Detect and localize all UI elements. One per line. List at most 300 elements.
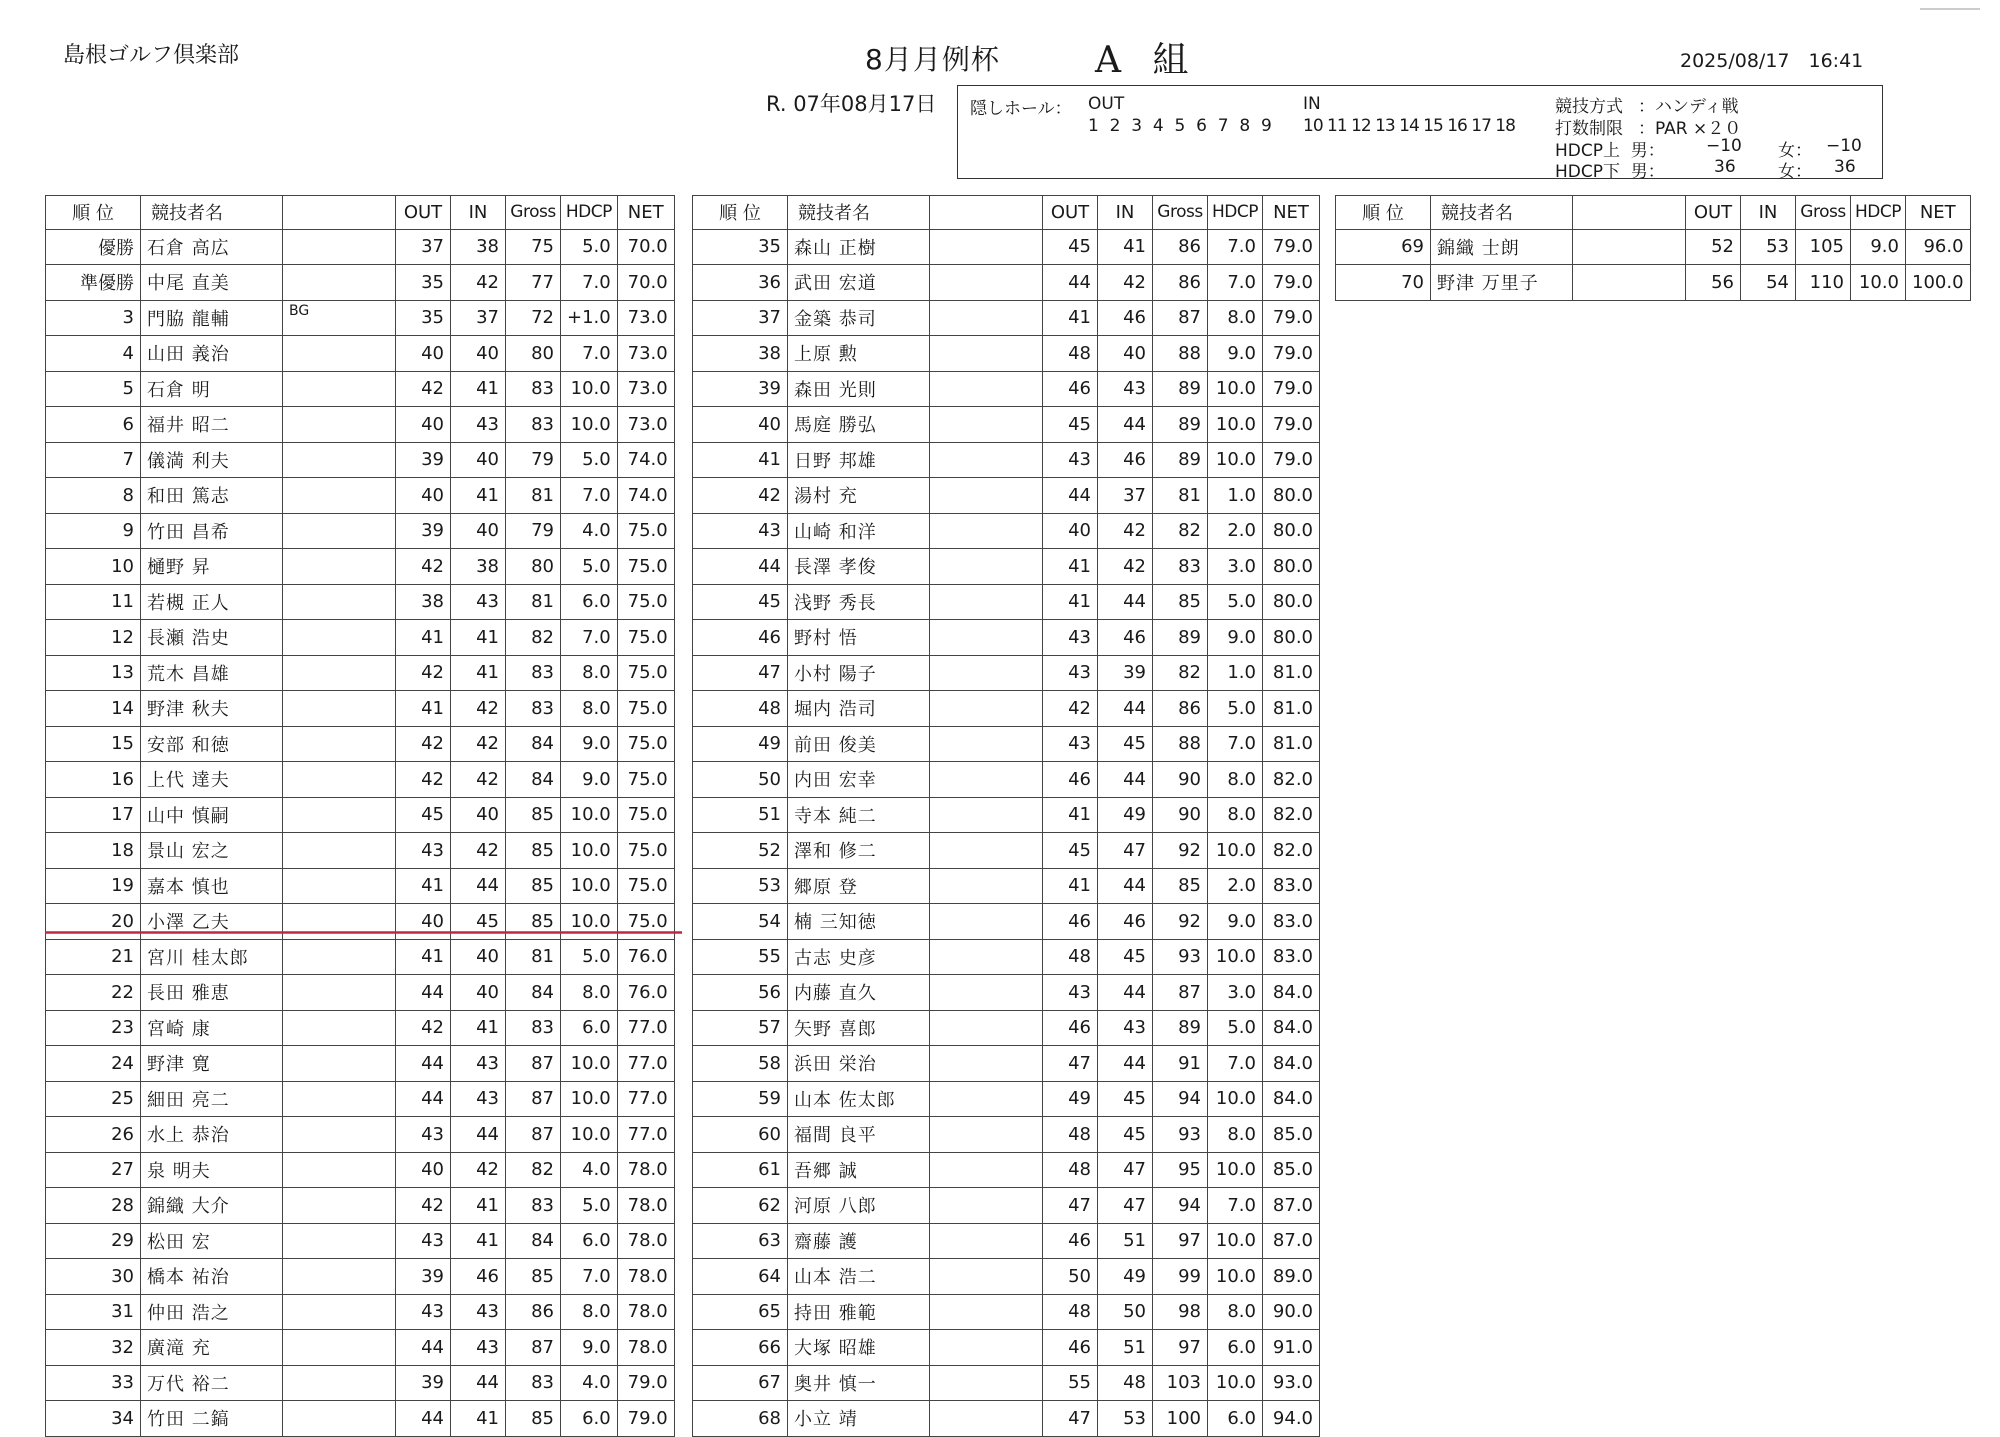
hdcp: 10.0	[1208, 1223, 1263, 1259]
net-score: 79.0	[617, 1365, 674, 1401]
in-score: 47	[1098, 833, 1153, 869]
hdcp: 5.0	[1208, 584, 1263, 620]
hdcp: 5.0	[1208, 1010, 1263, 1046]
in-score: 37	[451, 300, 506, 336]
rank: 4	[46, 336, 141, 372]
gross-score: 92	[1153, 833, 1208, 869]
in-score: 42	[1098, 265, 1153, 301]
hdcp: 10.0	[561, 833, 618, 869]
net-score: 76.0	[617, 975, 674, 1011]
note	[930, 1259, 1043, 1295]
net-score: 93.0	[1263, 1365, 1320, 1401]
player-name: 小村 陽子	[788, 655, 930, 691]
out-score: 42	[396, 655, 451, 691]
gross-score: 89	[1153, 442, 1208, 478]
header-player-name: 競技者名	[141, 196, 283, 230]
in-score: 44	[451, 868, 506, 904]
note	[283, 478, 396, 514]
net-score: 79.0	[1263, 229, 1320, 265]
hdcp: 10.0	[1208, 1259, 1263, 1295]
net-score: 84.0	[1263, 975, 1320, 1011]
gross-score: 85	[1153, 584, 1208, 620]
note	[283, 1152, 396, 1188]
hdcp: 6.0	[1208, 1330, 1263, 1366]
in-score: 41	[451, 1401, 506, 1437]
in-score: 40	[1098, 336, 1153, 372]
rank: 11	[46, 584, 141, 620]
net-score: 78.0	[617, 1330, 674, 1366]
net-score: 80.0	[1263, 620, 1320, 656]
note	[930, 1152, 1043, 1188]
player-name: 門脇 龍輔	[141, 300, 283, 336]
player-name: 吾郷 誠	[788, 1152, 930, 1188]
in-score: 53	[1741, 229, 1796, 265]
gross-score: 86	[1153, 691, 1208, 727]
hdcp: 8.0	[1208, 1294, 1263, 1330]
hdcp: 7.0	[1208, 726, 1263, 762]
note	[283, 513, 396, 549]
table-row	[46, 939, 675, 975]
header-blank	[283, 196, 396, 230]
hdcp: 10.0	[561, 1046, 618, 1082]
rank: 24	[46, 1046, 141, 1082]
player-name: 儀満 利夫	[141, 442, 283, 478]
rank: 準優勝	[46, 265, 141, 301]
table-row	[46, 655, 675, 691]
hdcp: 10.0	[561, 1081, 618, 1117]
hdcp: 4.0	[561, 513, 618, 549]
gross-score: 93	[1153, 939, 1208, 975]
table-row	[46, 1259, 675, 1295]
note	[930, 762, 1043, 798]
in-score: 42	[451, 762, 506, 798]
gross-score: 80	[506, 549, 561, 585]
hdcp: 8.0	[561, 691, 618, 727]
note	[283, 939, 396, 975]
net-score: 77.0	[617, 1046, 674, 1082]
player-name: 泉 明夫	[141, 1152, 283, 1188]
gross-score: 75	[506, 229, 561, 265]
gross-score: 80	[506, 336, 561, 372]
out-score: 44	[396, 1401, 451, 1437]
player-name: 橋本 祐治	[141, 1259, 283, 1295]
table-row	[46, 797, 675, 833]
hdcp: 7.0	[561, 265, 618, 301]
player-name: 寺本 純二	[788, 797, 930, 833]
out-score: 43	[396, 833, 451, 869]
hdcp: 7.0	[1208, 265, 1263, 301]
player-name: 郷原 登	[788, 868, 930, 904]
gross-score: 105	[1796, 229, 1851, 265]
player-name: 福間 良平	[788, 1117, 930, 1153]
player-name: 竹田 二鎬	[141, 1401, 283, 1437]
in-holes: 10 11 12 13 14 15 16 17 18	[1303, 116, 1515, 136]
rank: 64	[693, 1259, 788, 1295]
gross-score: 99	[1153, 1259, 1208, 1295]
gross-score: 87	[506, 1117, 561, 1153]
rank: 15	[46, 726, 141, 762]
hdcp: 6.0	[561, 584, 618, 620]
player-name: 山崎 和洋	[788, 513, 930, 549]
in-score: 40	[451, 336, 506, 372]
gross-score: 98	[1153, 1294, 1208, 1330]
in-score: 44	[1098, 975, 1153, 1011]
table-row	[46, 1010, 675, 1046]
gross-score: 79	[506, 513, 561, 549]
gross-score: 91	[1153, 1046, 1208, 1082]
player-name: 湯村 充	[788, 478, 930, 514]
player-name: 荒木 昌雄	[141, 655, 283, 691]
table-row	[693, 975, 1320, 1011]
rank: 53	[693, 868, 788, 904]
player-name: 奥井 慎一	[788, 1365, 930, 1401]
header-rank: 順 位	[46, 196, 141, 230]
out-score: 39	[396, 1259, 451, 1295]
hdcp: 10.0	[1851, 265, 1906, 301]
out-score: 48	[1043, 336, 1098, 372]
hdcp: 9.0	[561, 726, 618, 762]
hdcp-lower-female-label: 女：	[1778, 162, 1812, 182]
rank: 69	[1336, 229, 1431, 265]
player-name: 水上 恭治	[141, 1117, 283, 1153]
rank: 37	[693, 300, 788, 336]
out-score: 43	[1043, 620, 1098, 656]
table-row	[693, 442, 1320, 478]
player-name: 景山 宏之	[141, 833, 283, 869]
player-name: 和田 篤志	[141, 478, 283, 514]
hdcp-upper-female: −10	[1826, 136, 1862, 156]
table-row	[46, 620, 675, 656]
in-score: 44	[1098, 868, 1153, 904]
note	[930, 584, 1043, 620]
note	[283, 336, 396, 372]
gross-score: 83	[506, 371, 561, 407]
in-score: 41	[451, 371, 506, 407]
player-name: 野津 秋夫	[141, 691, 283, 727]
note	[283, 1365, 396, 1401]
hdcp-upper-female-label: 女：	[1778, 141, 1812, 161]
table-row	[693, 1330, 1320, 1366]
net-score: 80.0	[1263, 478, 1320, 514]
rank: 26	[46, 1117, 141, 1153]
gross-score: 103	[1153, 1365, 1208, 1401]
table-row	[46, 478, 675, 514]
net-score: 79.0	[1263, 442, 1320, 478]
rank: 50	[693, 762, 788, 798]
hdcp: 7.0	[1208, 229, 1263, 265]
note	[930, 336, 1043, 372]
net-score: 75.0	[617, 904, 674, 940]
note	[930, 478, 1043, 514]
rank: 52	[693, 833, 788, 869]
net-score: 96.0	[1906, 229, 1971, 265]
header-rank: 順 位	[1336, 196, 1431, 230]
gross-score: 89	[1153, 620, 1208, 656]
net-score: 77.0	[617, 1010, 674, 1046]
out-score: 43	[1043, 975, 1098, 1011]
rank: 39	[693, 371, 788, 407]
gross-score: 83	[506, 1188, 561, 1224]
player-name: 山中 慎嗣	[141, 797, 283, 833]
player-name: 持田 雅範	[788, 1294, 930, 1330]
in-score: 40	[451, 797, 506, 833]
hdcp: 8.0	[561, 1294, 618, 1330]
gross-score: 90	[1153, 797, 1208, 833]
gross-score: 85	[506, 797, 561, 833]
in-score: 42	[1098, 513, 1153, 549]
table-row	[693, 371, 1320, 407]
net-score: 79.0	[1263, 371, 1320, 407]
rank: 68	[693, 1401, 788, 1437]
player-name: 内藤 直久	[788, 975, 930, 1011]
header-player-name: 競技者名	[788, 196, 930, 230]
gross-score: 87	[1153, 975, 1208, 1011]
player-name: 石倉 高広	[141, 229, 283, 265]
header-gross: Gross	[506, 196, 561, 230]
in-score: 42	[451, 726, 506, 762]
player-name: 森田 光則	[788, 371, 930, 407]
in-score: 40	[451, 939, 506, 975]
out-score: 40	[1043, 513, 1098, 549]
format-label: 競技方式	[1555, 97, 1623, 117]
net-score: 79.0	[1263, 265, 1320, 301]
table-row	[46, 1188, 675, 1224]
net-score: 90.0	[1263, 1294, 1320, 1330]
gross-score: 83	[1153, 549, 1208, 585]
net-score: 80.0	[1263, 513, 1320, 549]
in-score: 45	[451, 904, 506, 940]
note	[283, 442, 396, 478]
in-score: 51	[1098, 1223, 1153, 1259]
group-label: A 組	[1095, 40, 1199, 81]
out-score: 43	[396, 1223, 451, 1259]
net-score: 81.0	[1263, 726, 1320, 762]
gross-score: 83	[506, 1365, 561, 1401]
out-score: 48	[1043, 1152, 1098, 1188]
net-score: 78.0	[617, 1294, 674, 1330]
table-row	[693, 691, 1320, 727]
player-name: 福井 昭二	[141, 407, 283, 443]
note	[283, 655, 396, 691]
table-row	[46, 1081, 675, 1117]
out-score: 44	[1043, 265, 1098, 301]
note	[283, 1330, 396, 1366]
rank: 23	[46, 1010, 141, 1046]
rank: 61	[693, 1152, 788, 1188]
table-row	[46, 868, 675, 904]
hdcp: 5.0	[561, 1188, 618, 1224]
in-score: 44	[451, 1365, 506, 1401]
net-score: 76.0	[617, 939, 674, 975]
hdcp: 10.0	[1208, 371, 1263, 407]
net-score: 73.0	[617, 300, 674, 336]
in-label: IN	[1303, 94, 1321, 114]
out-score: 46	[1043, 1010, 1098, 1046]
table-row	[46, 762, 675, 798]
out-score: 42	[396, 1010, 451, 1046]
out-score: 42	[396, 371, 451, 407]
note	[930, 1365, 1043, 1401]
rank: 5	[46, 371, 141, 407]
rank: 40	[693, 407, 788, 443]
header-row	[1336, 196, 1971, 230]
table-row	[46, 726, 675, 762]
note	[283, 1188, 396, 1224]
table-row	[46, 442, 675, 478]
hdcp: 10.0	[561, 407, 618, 443]
in-score: 44	[1098, 407, 1153, 443]
player-name: 浜田 栄治	[788, 1046, 930, 1082]
player-name: 小立 靖	[788, 1401, 930, 1437]
hdcp: 3.0	[1208, 975, 1263, 1011]
table-row	[46, 833, 675, 869]
net-score: 85.0	[1263, 1152, 1320, 1188]
net-score: 75.0	[617, 868, 674, 904]
rank: 38	[693, 336, 788, 372]
table-row	[1336, 265, 1971, 301]
note	[283, 1010, 396, 1046]
out-score: 41	[396, 691, 451, 727]
hdcp: 8.0	[1208, 1117, 1263, 1153]
in-score: 46	[1098, 904, 1153, 940]
note	[283, 1401, 396, 1437]
hdcp: 8.0	[561, 655, 618, 691]
in-score: 43	[451, 584, 506, 620]
out-score: 41	[396, 939, 451, 975]
header-gross: Gross	[1153, 196, 1208, 230]
player-name: 宮川 桂太郎	[141, 939, 283, 975]
out-score: 45	[1043, 229, 1098, 265]
in-score: 41	[451, 620, 506, 656]
rank: 10	[46, 549, 141, 585]
net-score: 82.0	[1263, 833, 1320, 869]
rank: 6	[46, 407, 141, 443]
in-score: 42	[451, 691, 506, 727]
gross-score: 87	[506, 1081, 561, 1117]
in-score: 40	[451, 513, 506, 549]
in-score: 41	[451, 1223, 506, 1259]
net-score: 75.0	[617, 797, 674, 833]
note	[930, 442, 1043, 478]
rank: 31	[46, 1294, 141, 1330]
table-row	[46, 371, 675, 407]
net-score: 80.0	[1263, 549, 1320, 585]
rank: 36	[693, 265, 788, 301]
event-date: R. 07年08月17日	[766, 92, 937, 116]
gross-score: 94	[1153, 1081, 1208, 1117]
header-hdcp: HDCP	[1208, 196, 1263, 230]
note	[283, 1223, 396, 1259]
gross-score: 84	[506, 975, 561, 1011]
print-timestamp: 2025/08/17 16:41	[1680, 50, 1864, 72]
note	[930, 833, 1043, 869]
in-score: 43	[451, 407, 506, 443]
rank: 43	[693, 513, 788, 549]
note	[930, 1223, 1043, 1259]
table-row	[693, 939, 1320, 975]
hdcp: 5.0	[561, 939, 618, 975]
competition-info-box	[957, 85, 1883, 182]
rank: 67	[693, 1365, 788, 1401]
player-name: 内田 宏幸	[788, 762, 930, 798]
table-row	[46, 1152, 675, 1188]
gross-score: 87	[1153, 300, 1208, 336]
hdcp: 9.0	[561, 1330, 618, 1366]
out-score: 48	[1043, 939, 1098, 975]
hdcp: 8.0	[1208, 762, 1263, 798]
note	[930, 797, 1043, 833]
hdcp: 7.0	[1208, 1188, 1263, 1224]
note: BG	[283, 300, 396, 336]
header-net: NET	[617, 196, 674, 230]
gross-score: 82	[506, 620, 561, 656]
note	[1573, 229, 1686, 265]
out-score: 42	[396, 762, 451, 798]
player-name: 安部 和徳	[141, 726, 283, 762]
table-row	[693, 336, 1320, 372]
header-net: NET	[1263, 196, 1320, 230]
player-name: 中尾 直美	[141, 265, 283, 301]
out-score: 46	[1043, 371, 1098, 407]
net-score: 70.0	[617, 229, 674, 265]
out-score: 37	[396, 229, 451, 265]
hdcp: 10.0	[1208, 442, 1263, 478]
hdcp: 6.0	[561, 1401, 618, 1437]
note	[930, 1046, 1043, 1082]
hdcp: 10.0	[561, 371, 618, 407]
table-row	[693, 655, 1320, 691]
player-name: 廣滝 充	[141, 1330, 283, 1366]
in-score: 43	[451, 1046, 506, 1082]
out-score: 48	[1043, 1294, 1098, 1330]
gross-score: 90	[1153, 762, 1208, 798]
hdcp: 5.0	[1208, 691, 1263, 727]
out-score: 40	[396, 336, 451, 372]
header-hdcp: HDCP	[1851, 196, 1906, 230]
note	[283, 265, 396, 301]
gross-score: 85	[506, 833, 561, 869]
rank: 35	[693, 229, 788, 265]
in-score: 39	[1098, 655, 1153, 691]
player-name: 野津 万里子	[1431, 265, 1573, 301]
rank: 12	[46, 620, 141, 656]
gross-score: 81	[506, 939, 561, 975]
net-score: 78.0	[617, 1223, 674, 1259]
hdcp: 10.0	[561, 1117, 618, 1153]
note	[283, 833, 396, 869]
rank: 優勝	[46, 229, 141, 265]
net-score: 89.0	[1263, 1259, 1320, 1295]
out-score: 55	[1043, 1365, 1098, 1401]
hdcp: 4.0	[561, 1365, 618, 1401]
table-row	[46, 1117, 675, 1153]
out-score: 47	[1043, 1401, 1098, 1437]
hdcp: 10.0	[1208, 833, 1263, 869]
header-row	[46, 196, 675, 230]
hdcp: 3.0	[1208, 549, 1263, 585]
rank: 59	[693, 1081, 788, 1117]
hdcp-lower-female: 36	[1834, 157, 1856, 177]
note	[283, 229, 396, 265]
gross-score: 97	[1153, 1223, 1208, 1259]
out-score: 48	[1043, 1117, 1098, 1153]
net-score: 75.0	[617, 655, 674, 691]
out-score: 35	[396, 300, 451, 336]
note	[930, 1401, 1043, 1437]
note	[930, 726, 1043, 762]
rank: 47	[693, 655, 788, 691]
in-score: 41	[451, 1010, 506, 1046]
